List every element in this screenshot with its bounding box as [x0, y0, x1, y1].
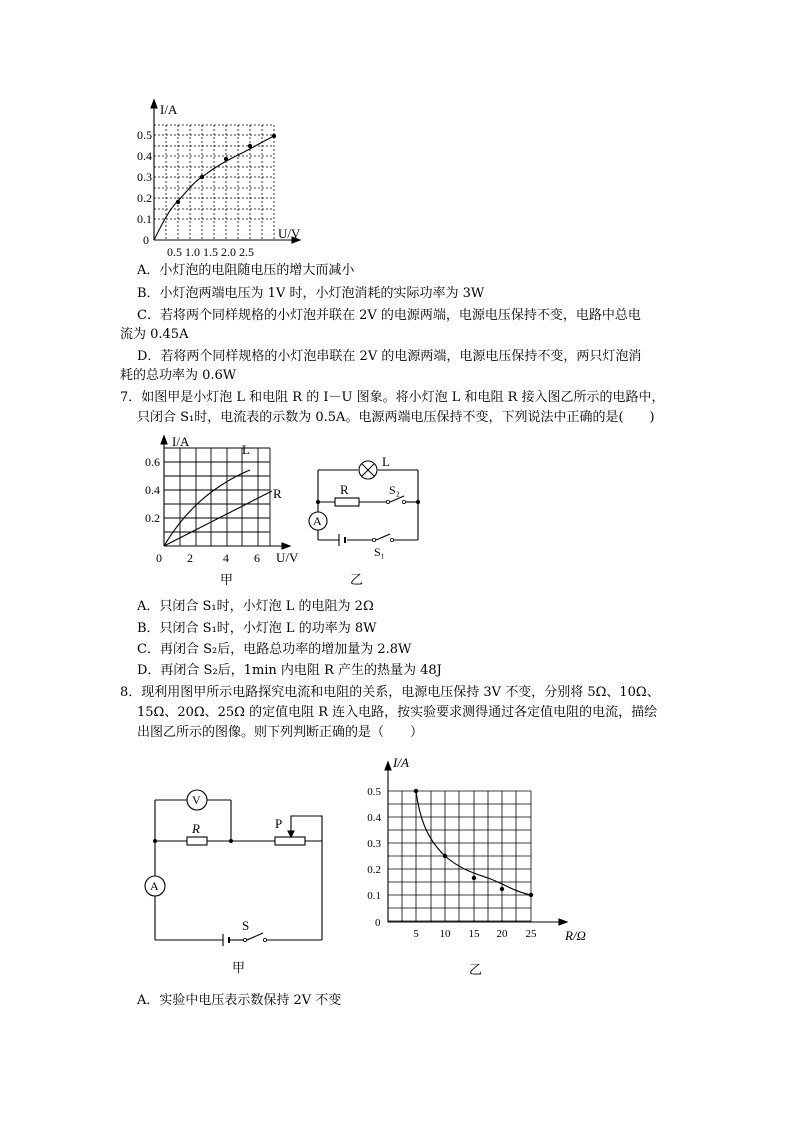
q6-option-d-line1: D．若将两个同样规格的小灯泡串联在 2V 的电源两端，电源电压保持不变，两只灯泡消 [137, 349, 642, 364]
y-axis-label: I/A [172, 434, 190, 449]
q7-option-c: C．再闭合 S₂后，电路总功率的增加量为 2.8W [137, 642, 412, 657]
ammeter-label: A [313, 514, 322, 528]
y-tick-label: 0.4 [137, 149, 152, 163]
x-tick-label: 5 [413, 928, 419, 940]
q7-option-b: B．只闭合 S₁时，小灯泡 L 的功率为 8W [137, 621, 377, 636]
x-tick-label: 20 [496, 928, 508, 940]
q6-option-c-line1: C．若将两个同样规格的小灯泡并联在 2V 的电源两端，电源电压保持不变，电路中总电 [137, 308, 641, 323]
q7-option-a: A．只闭合 S₁时，小灯泡 L 的电阻为 2Ω [137, 599, 374, 614]
x-tick-label: 4 [223, 551, 229, 565]
origin-label: 0 [156, 551, 162, 565]
switch-s1-label: S₁ [374, 545, 385, 559]
q6-option-a: A．小灯泡的电阻随电压的增大而减小 [137, 263, 355, 278]
lamp-iu-graph [137, 98, 320, 260]
y-axis-label: I/A [160, 102, 178, 117]
x-tick-labels: 0.5 1.0 1.5 2.0 2.5 [167, 245, 254, 259]
q6-option-b: B．小灯泡两端电压为 1V 时，小灯泡消耗的实际功率为 3W [137, 286, 485, 301]
switch-s2-label: S₂ [389, 483, 400, 497]
resistor-label: R [192, 821, 200, 836]
origin-label: 0 [375, 917, 381, 929]
x-axis-label: U/V [278, 226, 301, 241]
q8-ir-graph [355, 752, 595, 982]
y-tick-label: 0.2 [145, 511, 160, 525]
x-axis-label: U/V [276, 550, 299, 565]
q6-option-d-line2: 耗的总功率为 0.6W [120, 368, 237, 383]
y-tick-label: 0.3 [137, 170, 152, 184]
y-tick-label: 0.2 [367, 864, 381, 876]
q7-stem-line2: 只闭合 S₁时，电流表的示数为 0.5A。电源两端电压保持不变，下列说法中正确的是( ) [137, 410, 655, 425]
q8-option-a: A．实验中电压表示数保持 2V 不变 [137, 993, 342, 1008]
switch-label: S [242, 918, 250, 933]
slider-label: P [275, 816, 283, 831]
curve-r-label: R [273, 486, 282, 501]
y-tick-label: 0.5 [367, 786, 381, 798]
y-tick-label: 0.3 [367, 838, 381, 850]
y-tick-label: 0.6 [145, 455, 160, 469]
q7-circuit [300, 452, 430, 592]
y-tick-label: 0.1 [137, 212, 152, 226]
y-tick-label: 0.1 [367, 890, 381, 902]
y-tick-label: 0.2 [137, 191, 152, 205]
voltmeter-label: V [192, 793, 201, 807]
lamp-label: L [382, 454, 390, 469]
origin-label: 0 [143, 233, 149, 247]
figure-caption-yi: 乙 [469, 962, 483, 977]
y-tick-label: 0.4 [145, 483, 160, 497]
figure-caption-jia: 甲 [220, 572, 234, 587]
q7-iu-graph [140, 434, 310, 589]
figure-caption-yi: 乙 [350, 572, 364, 587]
x-axis-label: R/Ω [565, 928, 586, 943]
ammeter-label: A [150, 879, 159, 893]
x-tick-label: 6 [254, 551, 260, 565]
x-tick-label: 25 [525, 928, 537, 940]
x-tick-label: 10 [439, 928, 451, 940]
q8-circuit [145, 790, 335, 980]
q7-stem-line1: 7．如图甲是小灯泡 L 和电阻 R 的 I－U 图象。将小灯泡 L 和电阻 R 接入图乙所示的电路中， [120, 390, 665, 405]
y-axis-label: I/A [393, 755, 409, 770]
curve-l-label: L [242, 442, 250, 457]
x-tick-label: 2 [187, 551, 193, 565]
x-tick-label: 15 [468, 928, 480, 940]
y-tick-label: 0.4 [367, 812, 381, 824]
y-tick-label: 0.5 [137, 128, 152, 142]
q7-option-d: D．再闭合 S₂后，1min 内电阻 R 产生的热量为 48J [137, 663, 442, 678]
figure-caption-jia: 甲 [232, 960, 246, 975]
q8-stem-line3: 出图乙所示的图像。则下列判断正确的是（ ） [137, 725, 424, 740]
q8-stem-line2: 15Ω、20Ω、25Ω 的定值电阻 R 连入电路，按实验要求测得通过各定值电阻的电流，描绘 [137, 705, 658, 720]
q8-stem-line1: 8．现利用图甲所示电路探究电流和电阻的关系，电源电压保持 3V 不变，分别将 5Ω、10Ω、 [120, 685, 660, 700]
resistor-label: R [340, 482, 349, 497]
q6-option-c-line2: 流为 0.45A [120, 327, 189, 342]
